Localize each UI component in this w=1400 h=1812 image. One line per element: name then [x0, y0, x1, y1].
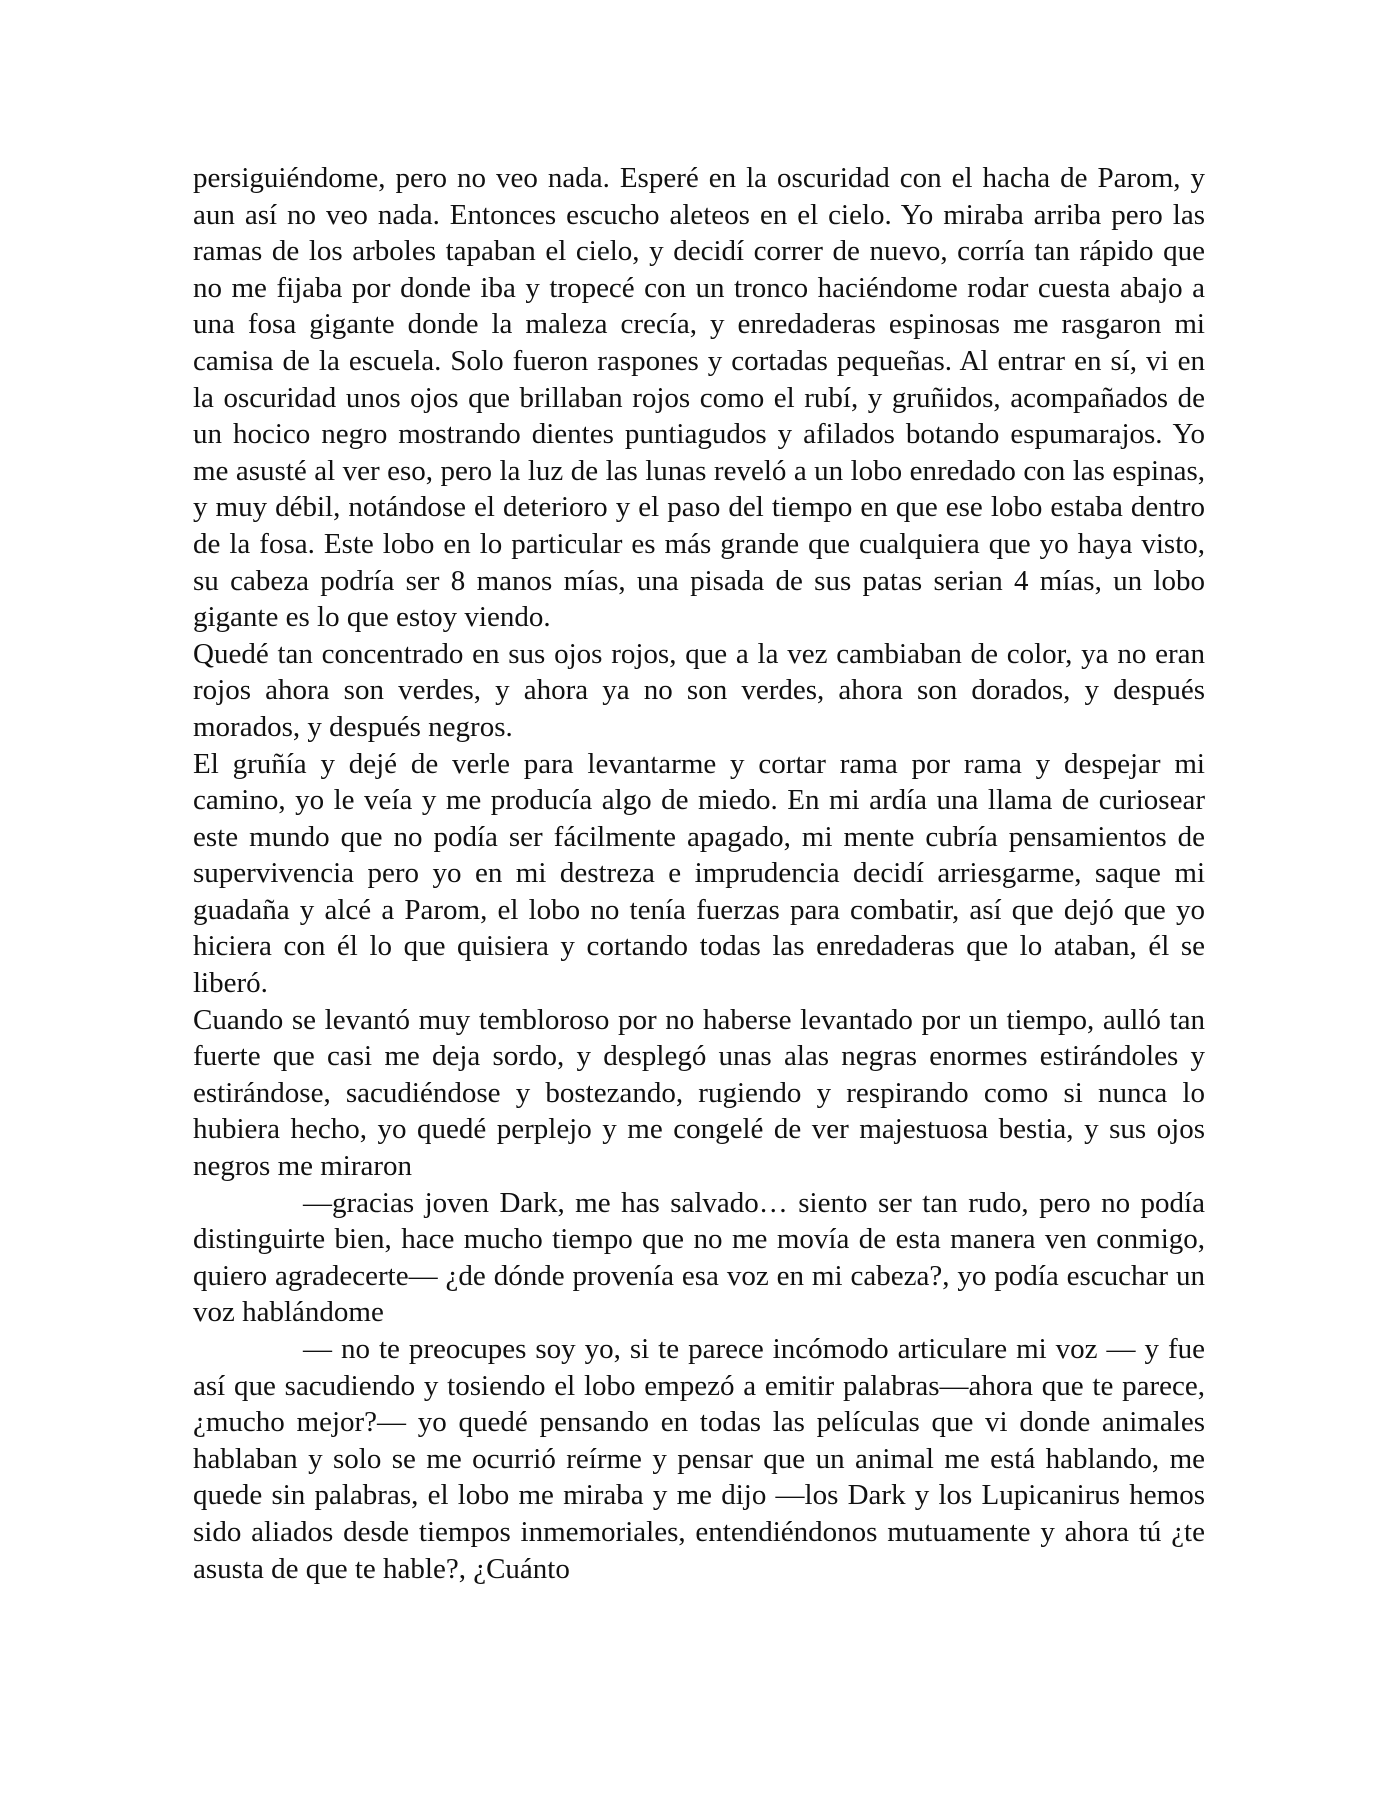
- document-body: [193, 160, 1205, 1587]
- paragraph-4: Cuando se levantó muy tembloroso por no haberse levantado por un tiempo, aulló tan fuerte que casi me deja sordo, y desplegó unas alas negras enormes estirándoles y estirándose, sacudiéndose y bostezando, rugiendo y respirando como si nunca lo hubiera hecho, yo quedé perplejo y me congelé de ver majestuosa bestia, y sus ojos negros me miraron: [193, 1003, 1205, 1183]
- paragraph-3: El gruñía y dejé de verle para levantarme y cortar rama por rama y despejar mi camino, yo le veía y me producía algo de miedo. En mi ardía una llama de curiosear este mundo que no podía ser fácilmente apagado, mi mente cubría pensamientos de supervivencia pero yo en mi destreza e imprudencia decidí arriesgarme, saque mi guadaña y alcé a Parom, el lobo no tenía fuerzas para combatir, así que dejó que yo hiciera con él lo que quisiera y cortando todas las enredaderas que lo ataban, él se liberó.: [193, 747, 1205, 1000]
- paragraph-1: persiguiéndome, pero no veo nada. Esperé en la oscuridad con el hacha de Parom, y aun así no veo nada. Entonces escucho aleteos en el cielo. Yo miraba arriba pero las ramas de los arboles tapaban el cielo, y decidí correr de nuevo, corría tan rápido que no me fijaba por donde iba y tropecé con un tronco haciéndome rodar cuesta abajo a una fosa gigante donde la maleza crecía, y enredaderas espinosas me rasgaron mi camisa de la escuela. Solo fueron raspones y cortadas pequeñas. Al entrar en sí, vi en la oscuridad unos ojos que brillaban rojos como el rubí, y gruñidos, acompañados de un hocico negro mostrando dientes puntiagudos y afilados botando espumarajos. Yo me asusté al ver eso, pero la luz de las lunas reveló a un lobo enredado con las espinas, y muy débil, notándose el deterioro y el paso del tiempo en que ese lobo estaba dentro de la fosa. Este lobo en lo particular es más grande que cualquiera que yo haya visto, su cabeza podría ser 8 manos mías, una pisada de sus patas serian 4 mías, un lobo gigante es lo que estoy viendo.: [193, 162, 1205, 634]
- paragraph-2: Quedé tan concentrado en sus ojos rojos, que a la vez cambiaban de color, ya no eran rojos ahora son verdes, y ahora ya no son verdes, ahora son dorados, y después morados, y después negros.: [193, 637, 1205, 743]
- paragraph-5: —gracias joven Dark, me has salvado… siento ser tan rudo, pero no podía distinguirte bien, hace mucho tiempo que no me movía de esta manera ven conmigo, quiero agradecerte— ¿de dónde provenía esa voz en mi cabeza?, yo podía escuchar un voz hablándome: [193, 1186, 1205, 1329]
- paragraph-6: — no te preocupes soy yo, si te parece incómodo articulare mi voz — y fue así que sacudiendo y tosiendo el lobo empezó a emitir palabras—ahora que te parece, ¿mucho mejor?— yo quedé pensando en todas las películas que vi donde animales hablaban y solo se me ocurrió reírme y pensar que un animal me está hablando, me quede sin palabras, el lobo me miraba y me dijo —los Dark y los Lupicanirus hemos sido aliados desde tiempos inmemoriales, entendiéndonos mutuamente y ahora tú ¿te asusta de que te hable?, ¿Cuánto: [193, 1333, 1205, 1585]
